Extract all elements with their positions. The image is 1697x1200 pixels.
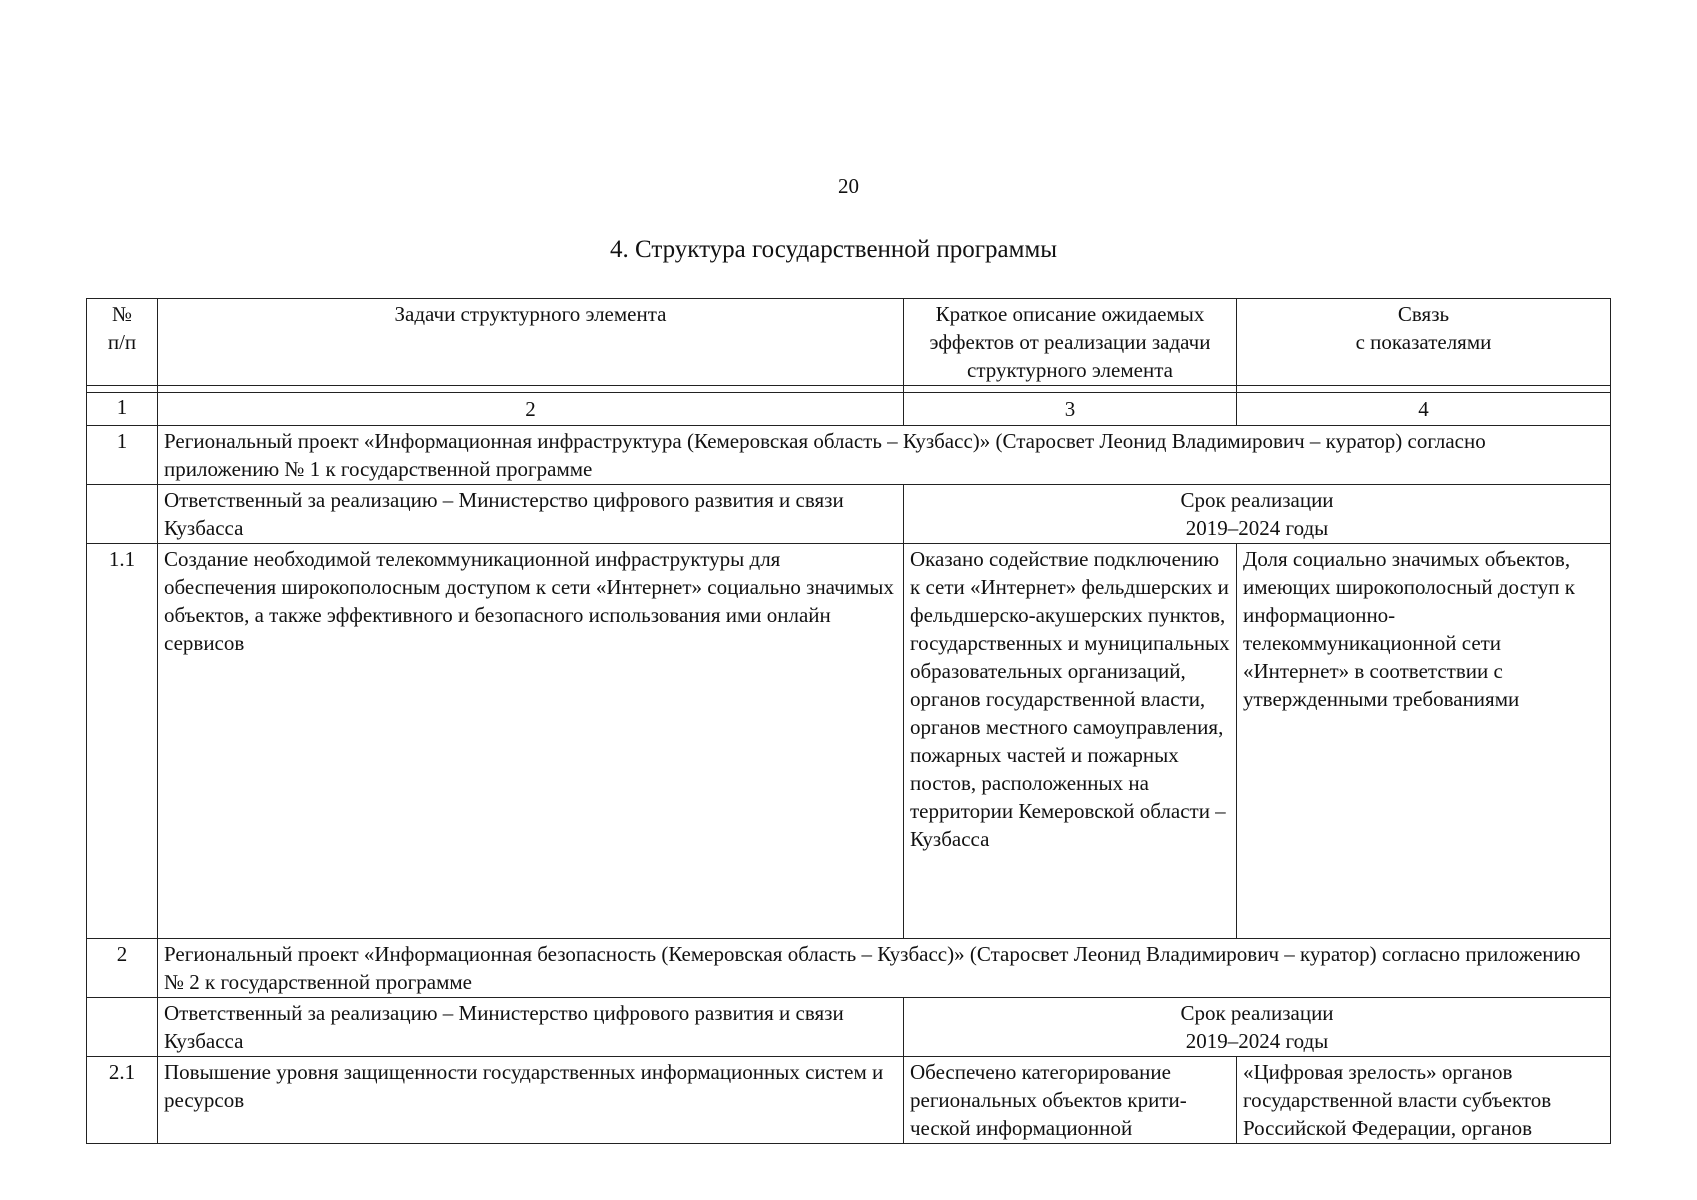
task-description: Создание необходимой телекоммуникационной инфраструктуры для обеспечения широкополосным доступом к сети «Интернет» социально значимых объектов, а также эффективного и безопасного использования ими онлайн сервисов: [158, 544, 904, 939]
column-number-1: 1: [87, 393, 158, 426]
project-row-2: [87, 939, 1611, 998]
deadline-label: Срок реализации: [1180, 1001, 1334, 1025]
empty-number-cell: [87, 998, 158, 1057]
deadline-cell: [904, 485, 1611, 544]
project-row-1: [87, 426, 1611, 485]
header-number-text: № п/п: [107, 302, 137, 354]
column-number-4: 4: [1237, 393, 1611, 426]
task-row-2-1: [87, 1057, 1611, 1144]
header-tasks: [158, 299, 904, 386]
task-description: Повышение уровня защищенности государственных информационных систем и ресурсов: [158, 1057, 904, 1144]
project-title: Региональный проект «Информационная инфраструктура (Кемеровская область – Кузбасс)» (Старосвет Леонид Владимирович – куратор) согласно приложению № 1 к государственной программе: [158, 426, 1611, 485]
responsible-text: Ответственный за реализацию – Министерство цифрового развития и связи Кузбасса: [158, 998, 904, 1057]
deadline-value: 2019–2024 годы: [1185, 516, 1329, 540]
header-gap-row: [87, 386, 1611, 393]
task-effects: Оказано содействие подключению к сети «Интернет» фельдшерских и фельдшерско-акушерских пунктов, государственных и муниципальных образовательных организаций, органов государственной власти, органов местного самоуправления, пожарных частей и пожарных постов, расположенных на территории Кемеровской области – Кузбасса: [904, 544, 1237, 939]
gap-cell: [158, 386, 904, 393]
responsible-row-2: [87, 998, 1611, 1057]
header-tasks-text: Задачи структурного элемента: [394, 302, 667, 326]
program-structure-table: [86, 298, 1611, 1144]
header-row: [87, 299, 1611, 386]
header-indicators-text: Связь с показателями: [1355, 302, 1492, 354]
task-indicators: «Цифровая зрелость» органов государственной власти субъектов Российской Федерации, органов: [1237, 1057, 1611, 1144]
deadline-cell: [904, 998, 1611, 1057]
task-number: 2.1: [87, 1057, 158, 1144]
page-number: 20: [838, 174, 859, 198]
column-number-3: 3: [904, 393, 1237, 426]
responsible-row-1: [87, 485, 1611, 544]
task-effects: Обеспечено категорирование региональных объектов крити-ческой информационной: [904, 1057, 1237, 1144]
project-number: 1: [87, 426, 158, 485]
gap-cell: [904, 386, 1237, 393]
task-number: 1.1: [87, 544, 158, 939]
deadline-value: 2019–2024 годы: [1185, 1029, 1329, 1053]
task-indicators: Доля социально значимых объектов, имеющих широкополосный доступ к информационно-телекоммуникационной сети «Интернет» в соответствии с утвержденными требованиями: [1237, 544, 1611, 939]
header-effects-text: Краткое описание ожидаемых эффектов от реализации задачи структурного элемента: [929, 302, 1211, 382]
header-effects: [904, 299, 1237, 386]
header-indicators: [1237, 299, 1611, 386]
header-number: [87, 299, 158, 386]
project-title: Региональный проект «Информационная безопасность (Кемеровская область – Кузбасс)» (Старосвет Леонид Владимирович – куратор) согласно приложению № 2 к государственной программе: [158, 939, 1611, 998]
gap-cell: [1237, 386, 1611, 393]
project-number: 2: [87, 939, 158, 998]
column-number-2: 2: [158, 393, 904, 426]
column-numbers-row: [87, 393, 1611, 426]
deadline-label: Срок реализации: [1180, 488, 1334, 512]
gap-cell: [87, 386, 158, 393]
empty-number-cell: [87, 485, 158, 544]
responsible-text: Ответственный за реализацию – Министерство цифрового развития и связи Кузбасса: [158, 485, 904, 544]
task-row-1-1: [87, 544, 1611, 939]
document-title: 4. Структура государственной программы: [610, 236, 1058, 263]
